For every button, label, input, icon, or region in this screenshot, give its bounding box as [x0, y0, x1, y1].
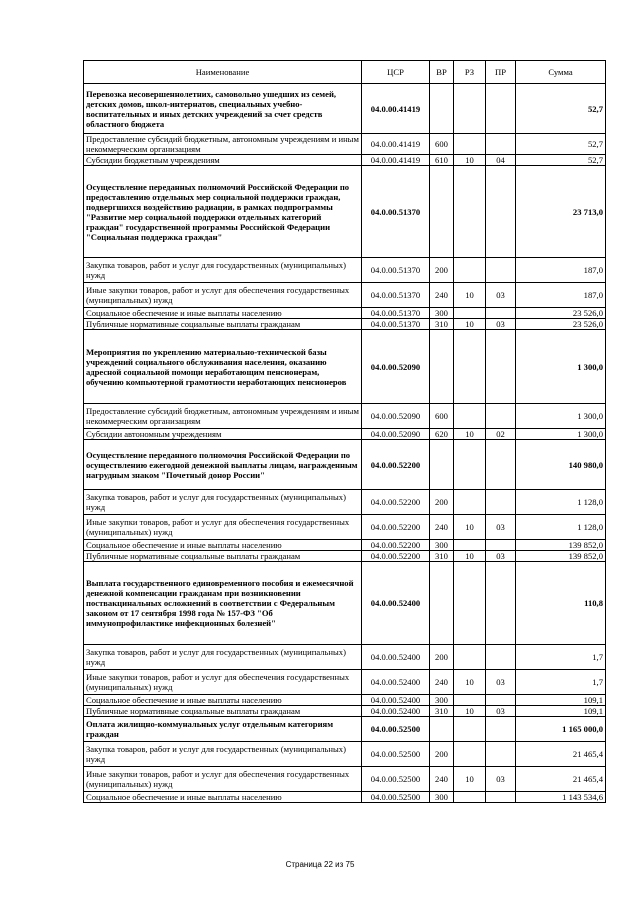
- cell-vr: 300: [430, 540, 454, 551]
- cell-sum: 139 852,0: [516, 540, 606, 551]
- cell-sum: 21 465,4: [516, 767, 606, 792]
- cell-vr: 240: [430, 670, 454, 695]
- cell-pr: [486, 540, 516, 551]
- cell-pr: [486, 166, 516, 258]
- table-row: [84, 84, 606, 134]
- cell-csr: 04.0.00.52500: [362, 767, 430, 792]
- cell-vr: 300: [430, 792, 454, 803]
- table-row: [84, 645, 606, 670]
- cell-csr: 04.0.00.51370: [362, 319, 430, 330]
- cell-vr: 240: [430, 767, 454, 792]
- cell-name: Иные закупки товаров, работ и услуг для обеспечения государственных (муниципальных) нужд: [84, 515, 362, 540]
- cell-rz: [454, 792, 486, 803]
- cell-rz: [454, 562, 486, 645]
- cell-rz: [454, 540, 486, 551]
- cell-name: Социальное обеспечение и иные выплаты населению: [84, 308, 362, 319]
- cell-rz: [454, 645, 486, 670]
- cell-csr: 04.0.00.52400: [362, 562, 430, 645]
- cell-pr: 03: [486, 515, 516, 540]
- cell-sum: 109,1: [516, 706, 606, 717]
- cell-rz: 10: [454, 319, 486, 330]
- cell-vr: 240: [430, 515, 454, 540]
- cell-sum: 187,0: [516, 258, 606, 283]
- cell-sum: 52,7: [516, 155, 606, 166]
- cell-vr: [430, 440, 454, 490]
- cell-pr: 02: [486, 429, 516, 440]
- page-number: Страница 22 из 75: [285, 860, 355, 869]
- cell-sum: 140 980,0: [516, 440, 606, 490]
- cell-vr: 240: [430, 283, 454, 308]
- cell-name: Иные закупки товаров, работ и услуг для обеспечения государственных (муниципальных) нужд: [84, 670, 362, 695]
- cell-sum: 23 526,0: [516, 319, 606, 330]
- cell-pr: 03: [486, 670, 516, 695]
- cell-vr: 300: [430, 695, 454, 706]
- cell-pr: [486, 84, 516, 134]
- cell-pr: 03: [486, 319, 516, 330]
- cell-pr: 04: [486, 155, 516, 166]
- cell-sum: 23 526,0: [516, 308, 606, 319]
- cell-pr: [486, 490, 516, 515]
- cell-vr: 300: [430, 308, 454, 319]
- cell-name: Осуществление переданного полномочия Российской Федерации по осуществлению ежегодной денежной выплаты лицам, награжденным нагрудным знаком "Почетный донор России": [84, 440, 362, 490]
- table-row: [84, 562, 606, 645]
- cell-vr: 620: [430, 429, 454, 440]
- cell-name: Субсидии бюджетным учреждениям: [84, 155, 362, 166]
- cell-rz: [454, 166, 486, 258]
- cell-csr: 04.0.00.52400: [362, 645, 430, 670]
- cell-csr: 04.0.00.52400: [362, 670, 430, 695]
- cell-pr: [486, 440, 516, 490]
- cell-name: Публичные нормативные социальные выплаты гражданам: [84, 551, 362, 562]
- cell-pr: 03: [486, 767, 516, 792]
- cell-csr: 04.0.00.52400: [362, 695, 430, 706]
- table-row: [84, 742, 606, 767]
- cell-csr: 04.0.00.52090: [362, 330, 430, 404]
- cell-csr: 04.0.00.52090: [362, 429, 430, 440]
- cell-csr: 04.0.00.52200: [362, 540, 430, 551]
- cell-rz: 10: [454, 515, 486, 540]
- cell-name: Социальное обеспечение и иные выплаты населению: [84, 792, 362, 803]
- cell-name: Осуществление переданных полномочий Российской Федерации по предоставлению отдельных мер социальной поддержки граждан, подвергшихся воздействию радиации, в рамках подпрограммы "Развитие мер социальной поддержки отдельных категорий граждан" государственной программы Российской Федерации "Социальная поддержка граждан": [84, 166, 362, 258]
- cell-name: Предоставление субсидий бюджетным, автономным учреждениям и иным некоммерческим организациям: [84, 134, 362, 155]
- table-row: [84, 551, 606, 562]
- cell-sum: 139 852,0: [516, 551, 606, 562]
- cell-vr: [430, 562, 454, 645]
- cell-pr: [486, 742, 516, 767]
- cell-pr: [486, 134, 516, 155]
- cell-rz: [454, 742, 486, 767]
- cell-name: Закупка товаров, работ и услуг для государственных (муниципальных) нужд: [84, 742, 362, 767]
- cell-pr: 03: [486, 706, 516, 717]
- table-row: [84, 258, 606, 283]
- cell-vr: [430, 166, 454, 258]
- cell-name: Закупка товаров, работ и услуг для государственных (муниципальных) нужд: [84, 258, 362, 283]
- cell-csr: 04.0.00.41419: [362, 84, 430, 134]
- table-row: [84, 695, 606, 706]
- cell-name: Субсидии автономным учреждениям: [84, 429, 362, 440]
- cell-rz: 10: [454, 551, 486, 562]
- cell-sum: 1 143 534,6: [516, 792, 606, 803]
- cell-rz: [454, 84, 486, 134]
- table-row: [84, 308, 606, 319]
- cell-name: Публичные нормативные социальные выплаты гражданам: [84, 706, 362, 717]
- cell-rz: [454, 404, 486, 429]
- table-row: [84, 767, 606, 792]
- table-row: [84, 330, 606, 404]
- table-row: [84, 404, 606, 429]
- header-pr: ПР: [486, 61, 516, 84]
- cell-vr: [430, 717, 454, 742]
- cell-csr: 04.0.00.41419: [362, 155, 430, 166]
- cell-rz: [454, 330, 486, 404]
- table-row: [84, 540, 606, 551]
- cell-rz: [454, 258, 486, 283]
- cell-name: Закупка товаров, работ и услуг для государственных (муниципальных) нужд: [84, 645, 362, 670]
- cell-name: Закупка товаров, работ и услуг для государственных (муниципальных) нужд: [84, 490, 362, 515]
- cell-name: Выплата государственного единовременного пособия и ежемесячной денежной компенсации гражданам при возникновении поствакцинальных осложнений в соответствии с Федеральным законом от 17 сентября 1998 года № 157-ФЗ "Об иммунопрофилактике инфекционных болезней": [84, 562, 362, 645]
- cell-name: Социальное обеспечение и иные выплаты населению: [84, 695, 362, 706]
- table-header-row: [84, 61, 606, 84]
- cell-rz: 10: [454, 155, 486, 166]
- cell-rz: [454, 134, 486, 155]
- cell-rz: 10: [454, 767, 486, 792]
- cell-csr: 04.0.00.51370: [362, 258, 430, 283]
- cell-sum: 1 165 000,0: [516, 717, 606, 742]
- budget-table: [83, 60, 606, 803]
- cell-sum: 1,7: [516, 645, 606, 670]
- cell-vr: 310: [430, 319, 454, 330]
- cell-rz: 10: [454, 283, 486, 308]
- cell-sum: 52,7: [516, 84, 606, 134]
- cell-csr: 04.0.00.52090: [362, 404, 430, 429]
- cell-csr: 04.0.00.52200: [362, 440, 430, 490]
- cell-vr: 610: [430, 155, 454, 166]
- header-csr: ЦСР: [362, 61, 430, 84]
- cell-sum: 1 128,0: [516, 515, 606, 540]
- cell-sum: 52,7: [516, 134, 606, 155]
- table-row: [84, 429, 606, 440]
- cell-vr: 200: [430, 645, 454, 670]
- cell-rz: [454, 490, 486, 515]
- cell-csr: 04.0.00.52500: [362, 717, 430, 742]
- table-row: [84, 166, 606, 258]
- cell-vr: 600: [430, 134, 454, 155]
- cell-rz: 10: [454, 429, 486, 440]
- cell-csr: 04.0.00.51370: [362, 166, 430, 258]
- cell-pr: [486, 308, 516, 319]
- cell-csr: 04.0.00.51370: [362, 283, 430, 308]
- table-row: [84, 717, 606, 742]
- cell-sum: 1 300,0: [516, 429, 606, 440]
- cell-sum: 109,1: [516, 695, 606, 706]
- cell-csr: 04.0.00.51370: [362, 308, 430, 319]
- cell-vr: 310: [430, 551, 454, 562]
- cell-vr: 200: [430, 490, 454, 515]
- cell-pr: [486, 258, 516, 283]
- cell-name: Публичные нормативные социальные выплаты гражданам: [84, 319, 362, 330]
- cell-name: Мероприятия по укреплению материально-технической базы учреждений социального обслуживания населения, оказанию адресной социальной помощи неработающим пенсионерам, обучению компьютерной грамотности неработающих пенсионеров: [84, 330, 362, 404]
- table-row: [84, 515, 606, 540]
- cell-csr: 04.0.00.52500: [362, 742, 430, 767]
- cell-pr: [486, 562, 516, 645]
- header-name: Наименование: [84, 61, 362, 84]
- cell-rz: [454, 440, 486, 490]
- cell-sum: 187,0: [516, 283, 606, 308]
- cell-pr: 03: [486, 551, 516, 562]
- cell-rz: 10: [454, 670, 486, 695]
- cell-pr: [486, 330, 516, 404]
- table-row: [84, 283, 606, 308]
- cell-pr: [486, 645, 516, 670]
- cell-pr: [486, 404, 516, 429]
- cell-vr: 310: [430, 706, 454, 717]
- header-rz: РЗ: [454, 61, 486, 84]
- table-row: [84, 706, 606, 717]
- cell-name: Предоставление субсидий бюджетным, автономным учреждениям и иным некоммерческим организациям: [84, 404, 362, 429]
- cell-sum: 1 300,0: [516, 330, 606, 404]
- cell-name: Иные закупки товаров, работ и услуг для обеспечения государственных (муниципальных) нужд: [84, 283, 362, 308]
- cell-sum: 1 300,0: [516, 404, 606, 429]
- cell-name: Перевозка несовершеннолетних, самовольно ушедших из семей, детских домов, школ-интернатов, специальных учебно-воспитательных и иных детских учреждений за счет средств областного бюджета: [84, 84, 362, 134]
- table-row: [84, 134, 606, 155]
- cell-sum: 1,7: [516, 670, 606, 695]
- table-row: [84, 155, 606, 166]
- cell-name: Социальное обеспечение и иные выплаты населению: [84, 540, 362, 551]
- cell-csr: 04.0.00.41419: [362, 134, 430, 155]
- cell-sum: 110,8: [516, 562, 606, 645]
- cell-csr: 04.0.00.52200: [362, 490, 430, 515]
- cell-sum: 1 128,0: [516, 490, 606, 515]
- cell-pr: [486, 695, 516, 706]
- table-row: [84, 670, 606, 695]
- table-row: [84, 490, 606, 515]
- table-row: [84, 440, 606, 490]
- cell-pr: [486, 717, 516, 742]
- cell-vr: [430, 330, 454, 404]
- table-row: [84, 319, 606, 330]
- cell-sum: 21 465,4: [516, 742, 606, 767]
- header-vr: ВР: [430, 61, 454, 84]
- cell-csr: 04.0.00.52500: [362, 792, 430, 803]
- cell-name: Иные закупки товаров, работ и услуг для обеспечения государственных (муниципальных) нужд: [84, 767, 362, 792]
- cell-vr: 200: [430, 742, 454, 767]
- cell-csr: 04.0.00.52200: [362, 515, 430, 540]
- cell-rz: [454, 695, 486, 706]
- cell-csr: 04.0.00.52400: [362, 706, 430, 717]
- cell-sum: 23 713,0: [516, 166, 606, 258]
- header-sum: Сумма: [516, 61, 606, 84]
- table-row: [84, 792, 606, 803]
- cell-csr: 04.0.00.52200: [362, 551, 430, 562]
- cell-rz: 10: [454, 706, 486, 717]
- cell-vr: 200: [430, 258, 454, 283]
- cell-name: Оплата жилищно-коммунальных услуг отдельным категориям граждан: [84, 717, 362, 742]
- cell-pr: [486, 792, 516, 803]
- cell-vr: [430, 84, 454, 134]
- cell-rz: [454, 717, 486, 742]
- table-body: [84, 84, 606, 803]
- budget-table-container: [83, 60, 605, 803]
- cell-pr: 03: [486, 283, 516, 308]
- cell-rz: [454, 308, 486, 319]
- cell-vr: 600: [430, 404, 454, 429]
